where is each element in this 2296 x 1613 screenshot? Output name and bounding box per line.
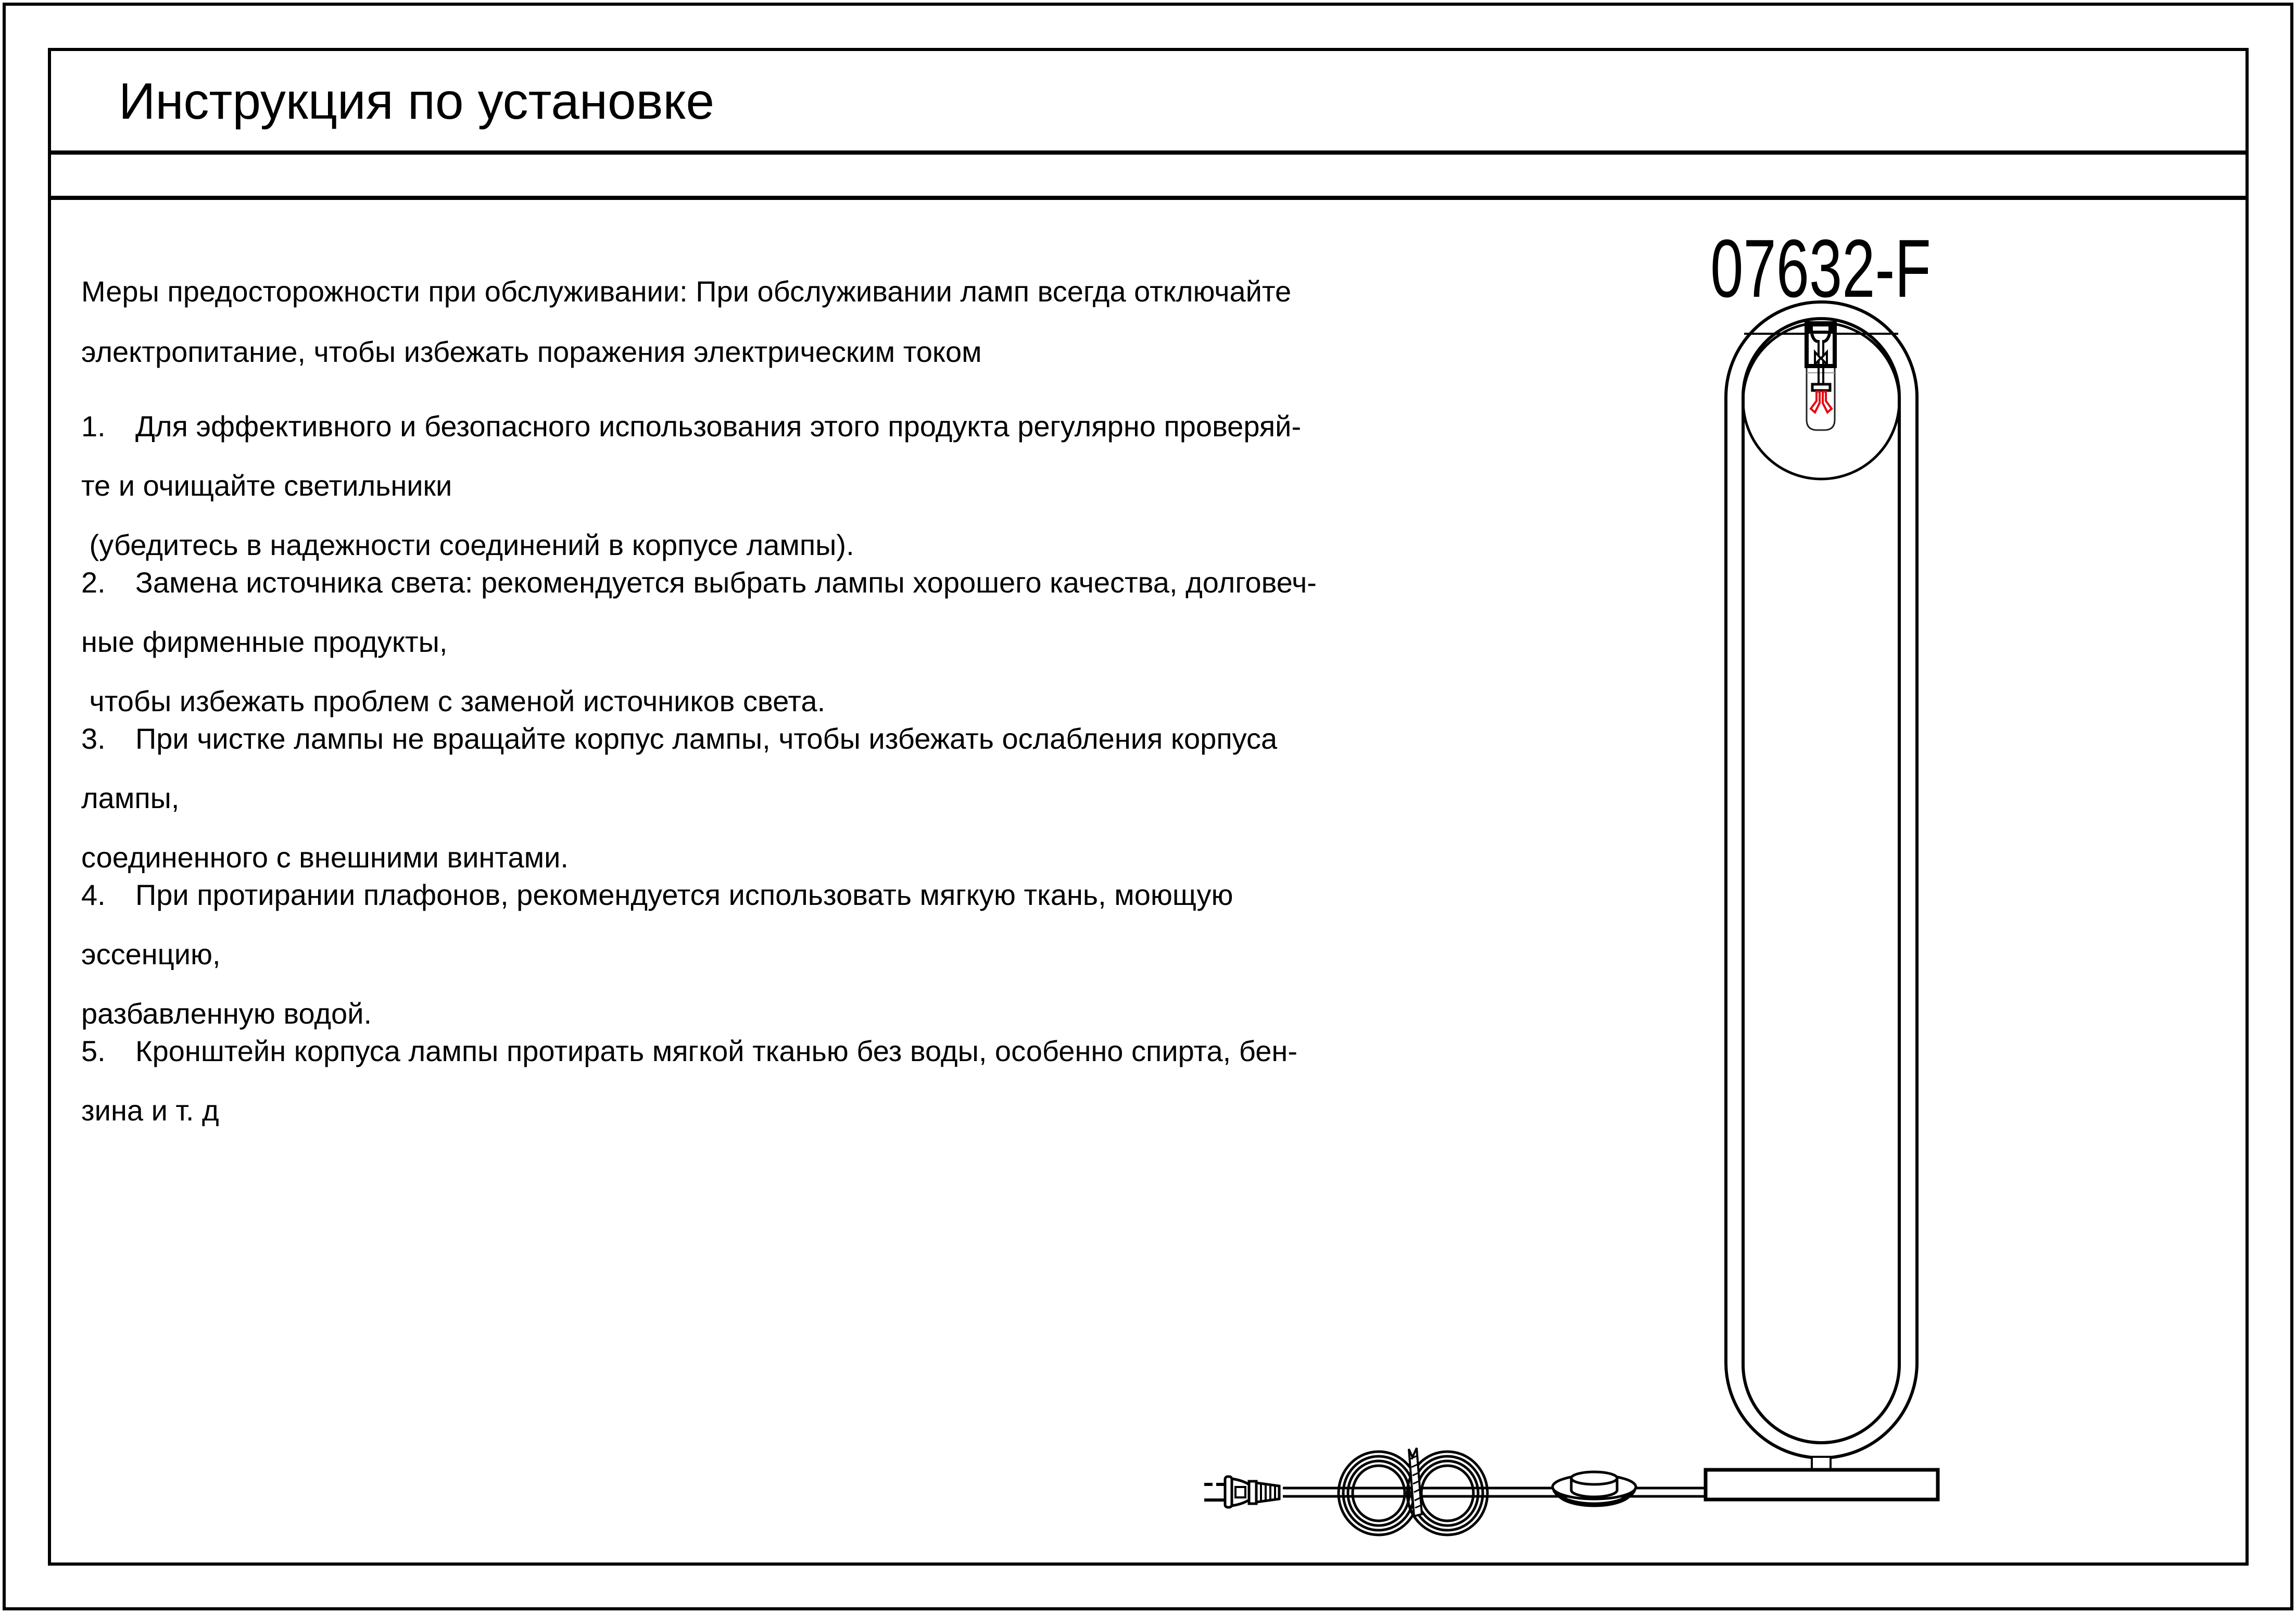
item-text: те и очищайте светильники xyxy=(81,469,452,502)
power-plug-icon xyxy=(1204,1477,1279,1507)
warning-line: электропитание, чтобы избежать поражения электрическим током xyxy=(81,335,982,368)
warning-line: Меры предосторожности при обслуживании: При обслуживании ламп всегда отключайте xyxy=(81,275,1292,308)
item-text: При протирании плафонов, рекомендуется использовать мягкую ткань, моющую xyxy=(135,878,1233,911)
item-text: соединенного с внешними винтами. xyxy=(81,841,569,874)
page-title: Инструкция по установке xyxy=(119,72,715,130)
item-text: разбавленную водой. xyxy=(81,997,372,1030)
item-text: эссенцию, xyxy=(81,938,221,971)
maintenance-warning xyxy=(81,252,1291,392)
lamp-bulb xyxy=(1807,323,1835,430)
item-text: (убедитесь в надежности соединений в корпусе лампы). xyxy=(81,528,854,561)
item-text: Для эффективного и безопасного использования этого продукта регулярно проверяй- xyxy=(135,410,1302,443)
item-text: При чистке лампы не вращайте корпус лампы, чтобы избежать ослабления корпуса xyxy=(135,722,1278,755)
item-text: Замена источника света: рекомендуется выбрать лампы хорошего качества, долговеч- xyxy=(135,566,1317,599)
item-number: 1. xyxy=(81,410,106,443)
item-text: зина и т. д xyxy=(81,1094,219,1127)
lamp-base xyxy=(1706,1457,1938,1499)
item-number: 5. xyxy=(81,1035,106,1067)
item-text: лампы, xyxy=(81,782,180,814)
foot-switch-icon xyxy=(1553,1472,1636,1506)
item-number: 3. xyxy=(81,722,106,755)
model-number: 07632-F xyxy=(1710,223,1931,314)
item-number: 4. xyxy=(81,878,106,911)
lamp-frame xyxy=(1726,302,1917,1458)
instruction-item-5 xyxy=(81,1012,1297,1150)
item-number: 2. xyxy=(81,566,106,599)
item-text: чтобы избежать проблем с заменой источников света. xyxy=(81,685,826,717)
item-text: ные фирменные продукты, xyxy=(81,625,448,658)
item-text: Кронштейн корпуса лампы протирать мягкой тканью без воды, особенно спирта, бен- xyxy=(135,1035,1297,1067)
